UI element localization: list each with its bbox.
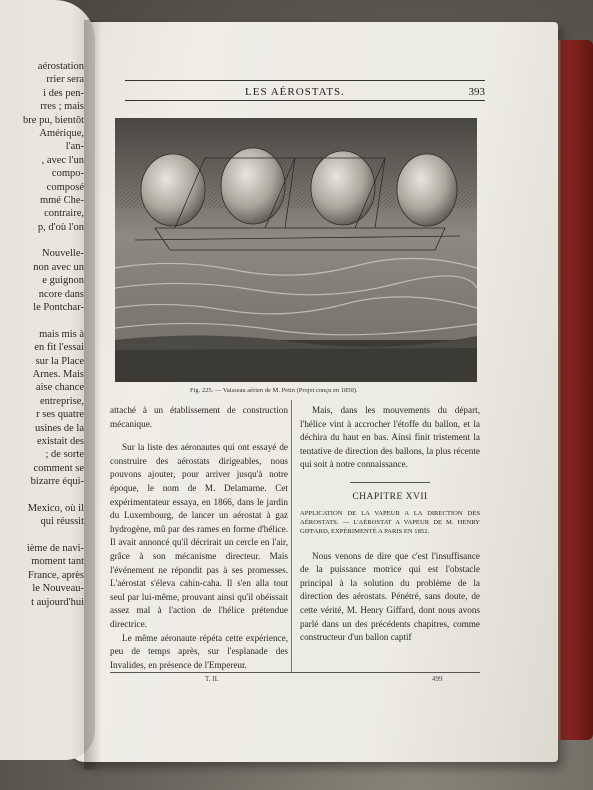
left-page-text: [0, 60, 90, 609]
left-page-line: le Nouveau-: [32, 583, 84, 595]
header-bottom-rule: [125, 100, 485, 101]
left-page-line: [0, 529, 90, 542]
left-page-line: Amérique,: [39, 127, 84, 139]
chapter-title: CHAPITRE XVII: [352, 491, 428, 502]
left-page: [0, 0, 95, 760]
left-page-line: t aujourd'hui: [31, 596, 84, 608]
paragraph: Mais, dans les mouvements du départ, l'hélice vint à accrocher l'étoffe du ballon, et la déchira du haut en bas. Ainsi finit tristement la tentative de direction des ballons, la plus récente qui soit à notre connaissance.: [300, 405, 480, 470]
left-page-line: comment se: [33, 462, 84, 474]
paragraph: Le même aéronaute répéta cette expérience, peu de temps après, sur l'esplanade des Invalides, en présence de l'Empereur.: [110, 632, 288, 670]
left-page-line: , avec l'un: [41, 154, 84, 166]
chapter-subtitle: APPLICATION DE LA VAPEUR A LA DIRECTION DES AÉROSTATS. — L'AÉROSTAT A VAPEUR DE M. HENRY GIFFARD, EXPÉRIMENTÉ A PARIS EN 1852.: [300, 509, 480, 535]
book-gutter-shadow: [84, 20, 102, 770]
left-page-line: Mexico, où il: [27, 502, 84, 514]
left-page-line: moment tant: [31, 556, 84, 568]
left-page-line: ième de navi-: [26, 543, 84, 555]
left-page-line: mmé Che-: [39, 194, 84, 206]
left-page-line: Nouvelle-: [42, 248, 84, 260]
left-page-line: rrier sera: [46, 74, 84, 86]
text-column-left: [110, 404, 288, 672]
left-page-line: aise chance: [35, 382, 84, 394]
left-page-line: rres ; mais: [40, 101, 84, 113]
left-page-line: [0, 489, 90, 502]
left-page-line: contraire,: [44, 208, 84, 220]
left-page-line: aérostation: [37, 61, 84, 72]
left-page-line: sur la Place: [35, 355, 84, 367]
header-top-rule: [125, 80, 485, 81]
engraving-airship: [115, 118, 477, 382]
footer-number: 499: [432, 675, 443, 683]
left-page-line: entreprise,: [39, 395, 84, 407]
footer-rule: [110, 672, 480, 673]
left-page-line: composé: [46, 181, 84, 193]
left-page-line: existait des: [37, 435, 84, 447]
left-page-line: [0, 314, 90, 327]
left-page-line: l'an-: [65, 141, 84, 153]
left-page-line: i des pen-: [43, 87, 84, 99]
text-column-right: [300, 404, 480, 645]
left-page-line: usines de la: [35, 422, 84, 434]
running-header: [125, 80, 485, 106]
left-page-line: r ses quatre: [36, 409, 84, 421]
left-page-line: e guignon: [42, 275, 84, 287]
left-page-line: non avec un: [33, 261, 84, 273]
paragraph: attaché à un établissement de construction mécanique.: [110, 405, 288, 429]
footer-signature: T. II.: [205, 675, 219, 683]
left-page-line: France, après: [28, 569, 84, 581]
left-page-line: en fit l'essai: [34, 342, 84, 354]
page-number: 393: [468, 86, 485, 98]
left-page-line: p, d'où l'on: [37, 221, 84, 233]
left-page-line: ncore dans: [38, 288, 84, 300]
left-page-line: qui réussit: [40, 516, 84, 528]
left-page-line: ; de sorte: [45, 449, 84, 461]
left-page-line: bizarre équi-: [30, 476, 84, 488]
left-page-line: [0, 234, 90, 247]
left-page-line: le Pontchar-: [33, 302, 84, 314]
paragraph: Sur la liste des aéronautes qui ont essayé de construire des aérostats dirigeables, nous pouvons ajouter, pour arriver jusqu'à notre époque, le nom de M. Delamarne. Cet expérimentateur essaya, en 1866, dans le jardin du Luxembourg, de lancer un aérostat à gaz hydrogène, mû par des rames en forme d'hélice. Il avait annoncé qu'il décrirait un cercle en l'air, grâce à son mécanisme directeur. Mais l'événement ne répondit pas à ses promesses. L'aérostat s'éleva cahin-caha. Il s'en alla tout seul par lui-même, prouvant ainsi qu'il obéissait assez mal à l'action de l'hélice prétendue directrice.: [110, 442, 288, 629]
section-rule: [350, 482, 430, 483]
column-divider: [291, 400, 292, 672]
airship-illustration: [115, 118, 477, 382]
left-page-line: mais mis à: [39, 328, 84, 340]
left-page-line: compo-: [51, 168, 84, 180]
left-page-line: Arnes. Mais: [32, 368, 84, 380]
figure-caption: Fig. 225. — Vaisseau aérien de M. Petin (Projet conçu en 1850).: [190, 387, 358, 394]
left-page-line: bre pu, bientôt: [23, 114, 84, 126]
paragraph: Nous venons de dire que c'est l'insuffisance de la puissance motrice qui est l'obstacle principal à la solution du problème de la direction des aérostats. Pénétré, sans doute, de cette vérité, M. Henry Giffard, dont nous avons parlé dans un des précédents chapitres, comme constructeur d'un ballon captif: [300, 550, 480, 643]
running-title: LES AÉROSTATS.: [245, 86, 345, 98]
